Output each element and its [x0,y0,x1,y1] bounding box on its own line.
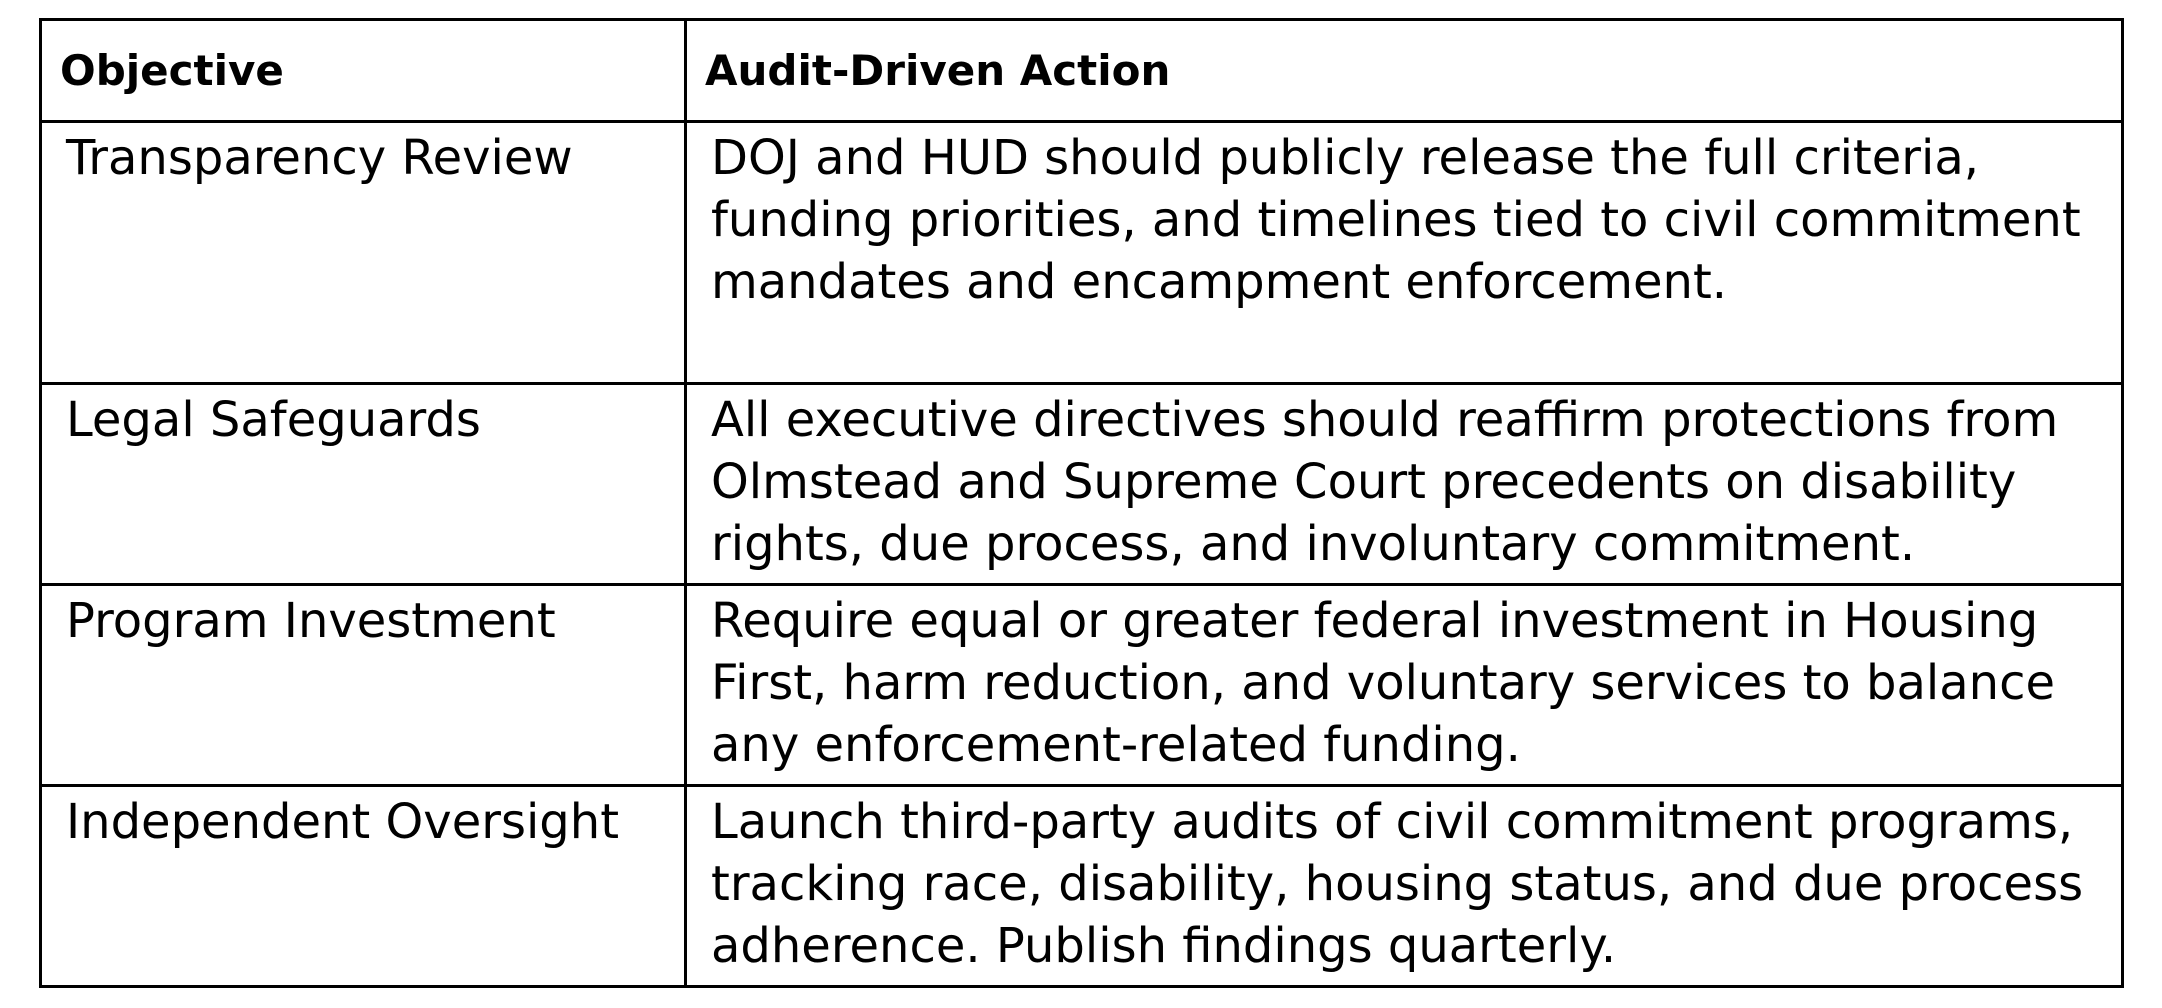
table-row [41,585,2123,786]
header-objective: Objective [41,20,686,122]
objective-cell: Program Investment [41,585,686,786]
table-row [41,786,2123,987]
action-cell: Require equal or greater federal investment in Housing First, harm reduction, and voluntary services to balance any enforcement-related funding. [686,585,2123,786]
objective-cell: Transparency Review [41,122,686,384]
action-cell: Launch third-party audits of civil commitment programs, tracking race, disability, housing status, and due process adherence. Publish findings quarterly. [686,786,2123,987]
table-row [41,122,2123,384]
objective-cell: Legal Safeguards [41,384,686,585]
table-row [41,384,2123,585]
action-cell: DOJ and HUD should publicly release the full criteria, funding priorities, and timelines tied to civil commitment mandates and encampment enforcement. [686,122,2123,384]
action-cell: All executive directives should reaffirm protections from Olmstead and Supreme Court precedents on disability rights, due process, and involuntary commitment. [686,384,2123,585]
table-header-row [41,20,2123,122]
audit-table [39,18,2124,988]
header-audit-driven-action: Audit-Driven Action [686,20,2123,122]
objective-cell: Independent Oversight [41,786,686,987]
